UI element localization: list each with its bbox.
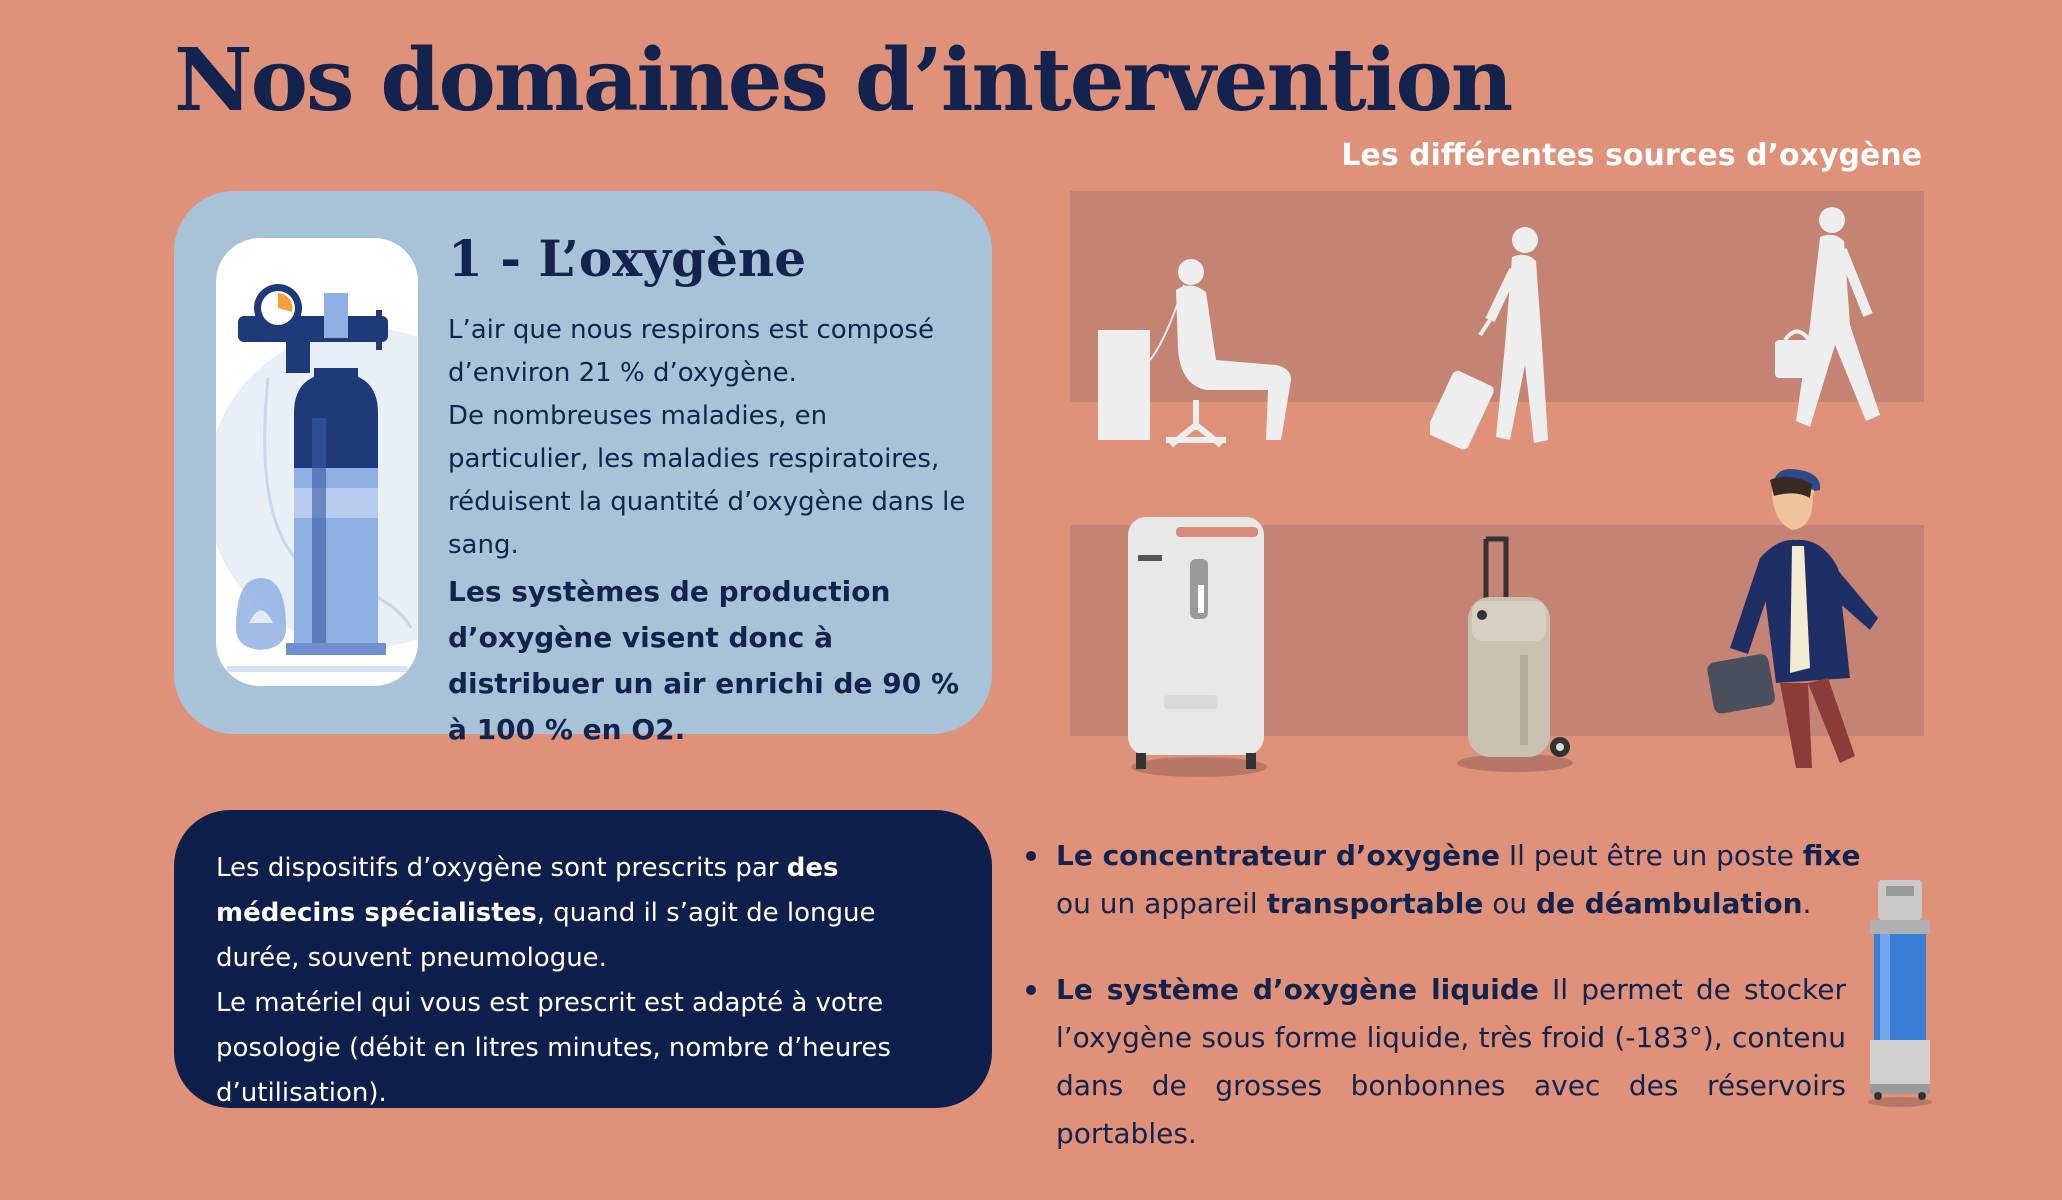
specialists-emphasis: des médecins spécialistes [216, 853, 839, 928]
bullet-icon [1026, 985, 1036, 995]
page-title: Nos domaines d’intervention [174, 30, 1512, 131]
man-with-bag-icon [1700, 468, 1890, 778]
liquid-oxygen-tank-icon [1866, 880, 1934, 1108]
concentrator-title: Le concentrateur d’oxygène [1056, 839, 1501, 872]
list-item: Le concentrateur d’oxygène Il peut être un poste fixe ou un appareil transportable ou de déambulation. [1022, 832, 1872, 928]
oxygen-tank-icon [216, 238, 418, 686]
prescription-paragraph-2: Le matériel qui vous est prescrit est adapté à votre posologie (débit en litres minutes, nombre d’heures d’utilisation). [216, 988, 891, 1108]
liquid-system-text: Il permet de stocker l’oxygène sous forme liquide, très froid (-183°), contenu dans de grosses bonbonnes avec des réservoirs portables. [1056, 973, 1846, 1150]
prescription-card [174, 810, 992, 1108]
seated-person-icon [1096, 250, 1326, 450]
person-with-suitcase-icon [1430, 225, 1580, 455]
portable-concentrator-icon [1450, 535, 1590, 775]
liquid-system-title: Le système d’oxygène liquide [1056, 973, 1539, 1006]
card-description [448, 309, 968, 567]
prescription-paragraph-1: Les dispositifs d’oxygène sont prescrits par des médecins spécialistes, quand il s’agit de longue durée, souvent pneumologue. [216, 853, 876, 973]
disease-text: De nombreuses maladies, en particulier, les maladies respiratoires, réduisent la quantité d’oxygène dans le sang. [448, 401, 966, 560]
oxygen-card [174, 191, 992, 746]
bullet-icon [1026, 851, 1036, 861]
walking-person-icon [1740, 205, 1890, 440]
air-composition-text: L’air que nous respirons est composé d’environ 21 % d’oxygène. [448, 315, 934, 388]
production-systems-text: Les systèmes de production d’oxygène visent donc à distribuer un air enrichi de 90 % à 100 % en O2. [448, 575, 960, 746]
card-title: 1 - L’oxygène [448, 229, 807, 288]
oxygen-concentrator-icon [1124, 515, 1274, 780]
sources-label: Les différentes sources d’oxygène [1341, 138, 1922, 173]
prescription-text [216, 846, 966, 1116]
oxygen-sources-list [1022, 832, 1872, 1158]
list-item [1022, 966, 1846, 1158]
tank-panel [216, 238, 418, 686]
